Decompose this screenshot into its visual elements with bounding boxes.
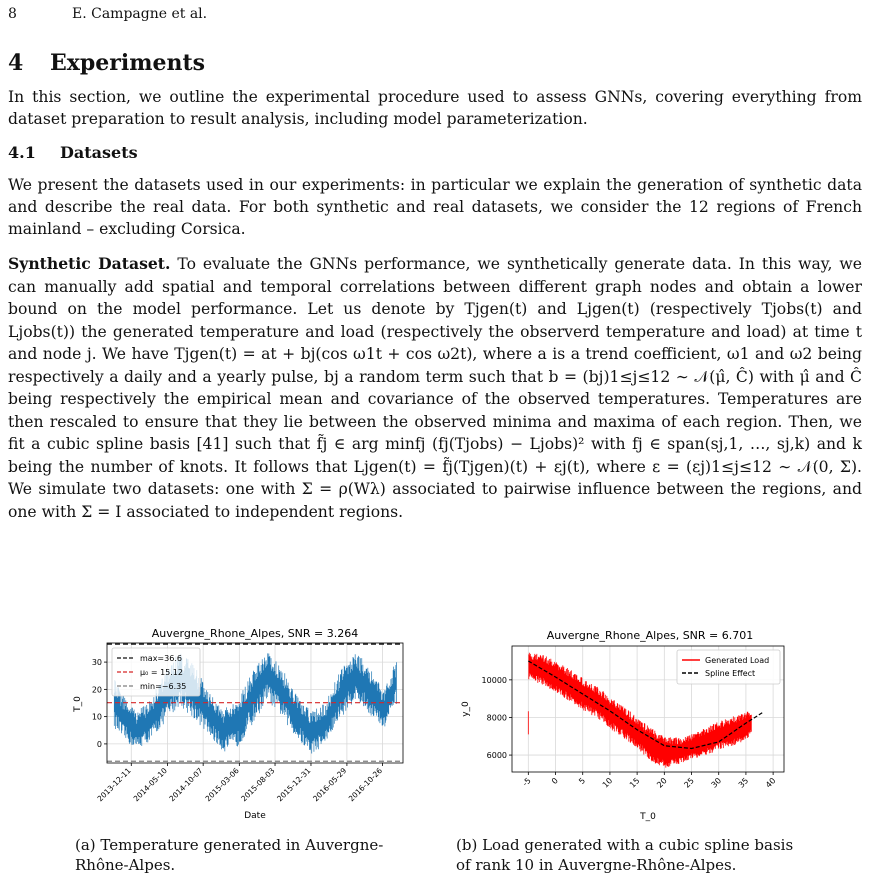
y-tick-label: 10 [91,712,102,722]
y-tick-label: 10000 [481,675,507,685]
x-tick-label: 20 [655,776,669,790]
chart-a-ylabel: T_0 [73,696,83,712]
y-tick-label: 20 [91,685,102,695]
x-tick-label: 2013-12-11 [95,766,133,804]
running-head [8,6,207,22]
legend-label: Spline Effect [705,669,756,678]
y-tick-label: 0 [96,739,102,749]
y-tick-label: 6000 [486,751,507,761]
chart-b-xlabel: T_0 [640,812,656,822]
x-tick-label: 40 [763,776,778,790]
chart-b-y-ticks [482,676,512,760]
x-tick-label: 10 [600,776,615,790]
subsection-number: 4.1 [8,143,36,162]
chart-b-ylabel: y_0 [461,701,471,717]
chart-a-legend [112,648,200,696]
y-tick-label: 8000 [486,713,507,723]
synthetic-run-in: Synthetic Dataset. [8,254,171,273]
legend-label: μ₀ = 15.12 [140,668,183,677]
chart-a-title: Auvergne_Rhone_Alpes, SNR = 3.264 [151,627,359,640]
chart-b-legend [677,650,780,684]
authors: E. Campagne et al. [72,6,208,22]
chart-b-title: Auvergne_Rhone_Alpes, SNR = 6.701 [546,629,754,642]
figure-b-chart [455,622,805,830]
synthetic-text: To evaluate the GNNs performance, we synthetically generate data. In this way, we can manually add spatial and temporal correlations between different graph nodes and obtain a lower bound on the model performance. Let us denote by Tjgen(t) and Ljgen(t) (respectively Tjobs(t) and Ljobs(t)) the generated temperature and load (respectively the observerd temperature and load) at time t and node j. We have Tjgen(t) = at + bj(cos ω1t + cos ω2t), where a is a trend coefficient, ω1 and ω2 being respectively a daily and a yearly pulse, bj a random term such that b = (bj)1≤j≤12 ∼ 𝒩(μ̂, Ĉ) with μ̂ and Ĉ being respectively the empirical mean and covariance of the observed temperatures. Temperatures are then rescaled to ensure that they lie between the observed minima and maxima of each region. Then, we fit a cubic spline basis [41] such that f̃j ∈ arg minfj (fj(Tjobs) − Ljobs)² with fj ∈ span(sj,1, …, sj,k) and k being the number of knots. It follows that Ljgen(t) = f̃j(Tjgen)(t) + εj(t), where ε = (εj)1≤j≤12 ∼ 𝒩(0, Σ). We simulate two datasets: one with Σ = ρ(Wλ) associated to pairwise influence between the regions, and one with Σ = I associated to independent regions. [8,255,862,521]
x-tick-label: 35 [736,776,751,790]
x-tick-label: 2015-08-03 [239,766,277,804]
x-tick-label: 25 [682,776,696,790]
synthetic-paragraph [8,253,862,523]
legend-label: Generated Load [705,656,770,665]
legend-label: min=−6.35 [140,682,187,691]
chart-a-y-ticks [92,658,107,749]
x-tick-label: 2016-05-29 [311,766,349,804]
subsection-title: Datasets [60,143,138,162]
x-tick-label: 2016-10-26 [346,766,385,804]
datasets-paragraph: We present the datasets used in our experiments: in particular we explain the generation of synthetic data and describe the real data. For both synthetic and real datasets, we consider the 12 regions of French mainland – excluding Corsica. [8,176,862,238]
x-tick-label: 2014-10-07 [167,766,205,804]
x-tick-label: 0 [549,776,560,787]
chart-b-x-ticks [521,772,778,790]
figure-b-caption: (b) Load generated with a cubic spline basis of rank 10 in Auvergne-Rhône-Alpes. [456,836,794,874]
subsection-heading [8,143,138,162]
x-tick-label: 2015-12-31 [275,766,313,804]
x-tick-label: -5 [520,776,533,789]
section-heading [8,50,205,76]
y-tick-label: 30 [91,658,102,668]
page-number: 8 [8,6,17,22]
x-tick-label: 15 [627,776,642,790]
section-number: 4 [8,50,24,76]
chart-a-xlabel: Date [244,811,266,821]
section-title: Experiments [50,50,206,76]
chart-a-x-ticks [96,763,385,803]
intro-paragraph: In this section, we outline the experimental procedure used to assess GNNs, covering everything from dataset preparation to result analysis, including model parameterization. [8,88,862,128]
x-tick-label: 5 [577,776,588,787]
legend-label: max=36.6 [140,654,182,663]
figure-a-caption: (a) Temperature generated in Auvergne-Rhône-Alpes. [75,836,384,874]
x-tick-label: 2014-05-10 [131,766,169,804]
x-tick-label: 30 [709,776,724,790]
figure-a-chart [70,622,420,830]
x-tick-label: 2015-03-06 [203,766,241,804]
